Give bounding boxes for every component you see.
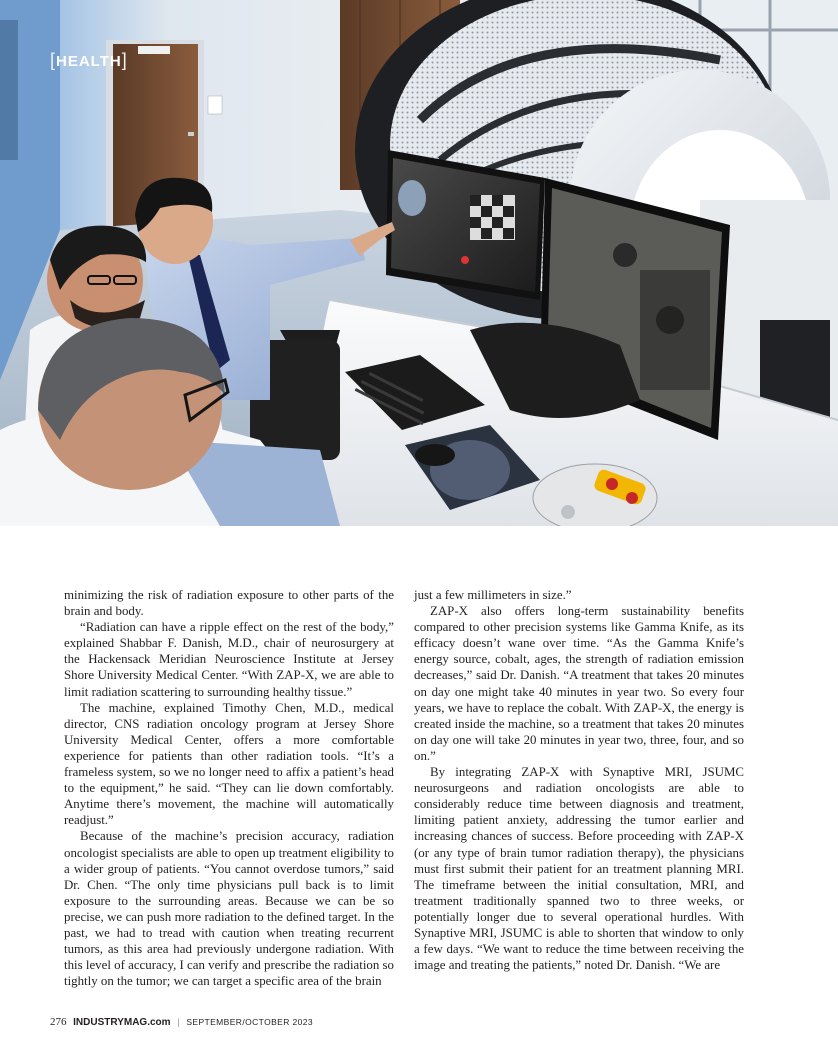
article-column-left [64, 587, 394, 989]
paragraph: The machine, explained Timothy Chen, M.D., medical director, CNS radiation oncology program at Jersey Shore University Medical Center, offers a more comfortable experience for patients than other radiation tools. “It’s a frameless system, so we no longer need to affix a patient’s head to the equipment,” he said. “They can lie down comfortably. Anytime there’s movement, the machine will automatically readjust.” [64, 700, 394, 828]
paragraph: minimizing the risk of radiation exposure to other parts of the brain and body. [64, 588, 394, 619]
paragraph: Because of the machine’s precision accuracy, radiation oncologist specialists are able to open up treatment eligibility to a wider group of patients. “You cannot overdose tumors,” said Dr. Chen. “The only time physicians pull back is to limit exposure to the surrounding areas. Because we can be so precise, we can push more radiation to the defined target. In the past, we had to tread with caution when treating recurrent tumors, as this area had previously undergone radiation. With this level of accuracy, I can verify and prescribe the radiation so tightly on the tumor; we can target a specific area of the brain [64, 829, 394, 989]
paragraph: ZAP-X also offers long-term sustainability benefits compared to other precision systems like Gamma Knife, as its efficacy doesn’t wane over time. “As the Gamma Knife’s energy source, cobalt, ages, the strength of radiation emission decreases,” said Dr. Danish. “A treatment that takes 20 minutes on day one might take 40 minutes in year two. So every four years, we have to replace the cobalt. With ZAP-X, the energy is created inside the machine, so a treatment that takes 20 minutes on day one will take 20 minutes in year two, three, four, and so on.” [414, 604, 744, 763]
section-tag: [HEALTH] [50, 50, 128, 70]
page-number: 276 [50, 1016, 67, 1028]
article-column-right [414, 587, 744, 973]
section-tag-label: HEALTH [56, 53, 122, 70]
footer-separator: | [177, 1017, 180, 1028]
issue-date: SEPTEMBER/OCTOBER 2023 [186, 1017, 314, 1027]
publication-name: INDUSTRYMAG.com [73, 1017, 171, 1028]
paragraph: “Radiation can have a ripple effect on the rest of the body,” explained Shabbar F. Danish, M.D., chair of neurosurgery at the Hackensack Meridian Neuroscience Institute at Jersey Shore University Medical Center. “With ZAP-X, we are able to limit radiation scattering to surrounding healthy tissue.” [64, 620, 394, 699]
paragraph: By integrating ZAP-X with Synaptive MRI, JSUMC neurosurgeons and radiation oncologists are able to considerably reduce time between diagnosis and treatment, limiting patient anxiety, addressing the tumor earlier and increasing chances of success. Before proceeding with ZAP-X (or any type of brain tumor radiation therapy), the physicians must first submit their patient for an treatment planning MRI. The timeframe between the initial consultation, MRI, and treatment traditionally spanned two to three weeks, or potentially longer due to several operational hurdles. With Synaptive MRI, JSUMC is able to shorten that window to only a few days. “We want to reduce the time between receiving the image and treating the patients,” noted Dr. Danish. “We are [414, 765, 744, 973]
paragraph: just a few millimeters in size.” [414, 588, 572, 602]
page-footer [50, 1016, 313, 1028]
